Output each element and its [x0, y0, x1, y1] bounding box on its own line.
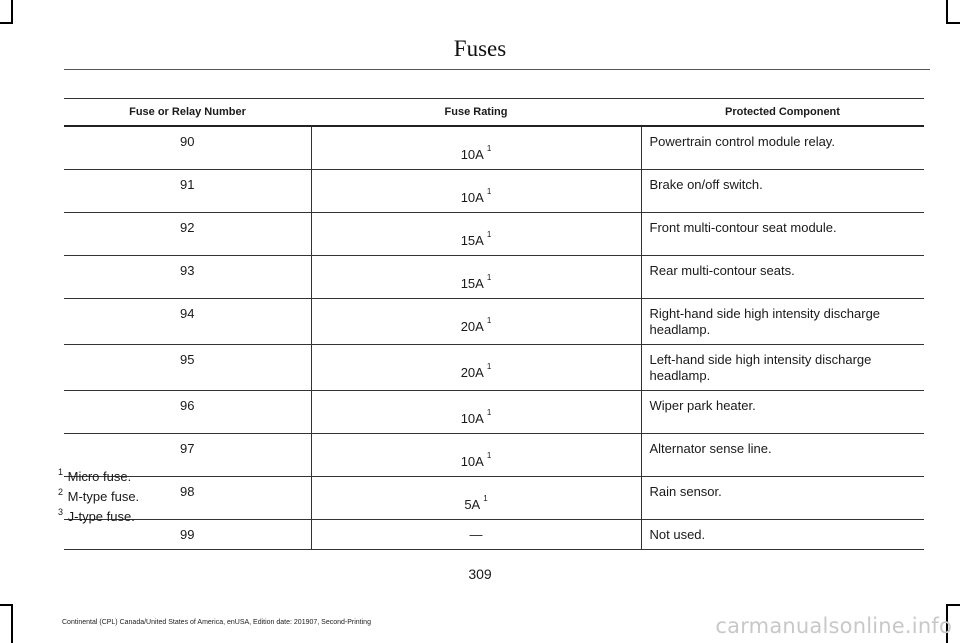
fuse-rating-cell [311, 126, 641, 170]
fuse-number-cell: 90 [64, 126, 311, 170]
crop-mark [946, 604, 960, 606]
table-row [64, 520, 924, 550]
protected-component-cell: Rain sensor. [641, 477, 924, 520]
fuse-rating-cell [311, 256, 641, 299]
fuse-rating-value: 10A [460, 454, 484, 469]
fuse-rating-value: 10A [460, 411, 484, 426]
fuse-number-cell: 95 [64, 345, 311, 391]
page-number: 309 [468, 566, 492, 582]
fuse-rating-value: 10A [460, 190, 484, 205]
table-row [64, 477, 924, 520]
protected-component-cell: Left-hand side high intensity discharge headlamp. [641, 345, 924, 391]
crop-mark [11, 0, 13, 22]
footnote-reference: 1 [486, 230, 492, 239]
crop-mark [946, 22, 960, 24]
column-header-protected-component: Protected Component [641, 99, 924, 127]
fuse-rating-cell [311, 170, 641, 213]
footnote-reference: 1 [486, 408, 492, 417]
watermark-logo: carmanualsonline.info [715, 614, 952, 638]
protected-component-cell: Powertrain control module relay. [641, 126, 924, 170]
footnote [58, 462, 139, 482]
footnote [58, 482, 139, 502]
footnote [58, 502, 139, 522]
footnote-reference: 1 [486, 273, 492, 282]
fuse-rating-value: 15A [460, 276, 484, 291]
table-row [64, 299, 924, 345]
protected-component-cell: Alternator sense line. [641, 434, 924, 477]
fuse-number-cell: 93 [64, 256, 311, 299]
fuse-rating-value: 10A [460, 147, 484, 162]
header-divider [64, 69, 930, 70]
footnotes [58, 462, 139, 522]
footnote-mark: 2 [58, 487, 64, 497]
column-header-fuse-rating: Fuse Rating [311, 99, 641, 127]
fuse-table [64, 98, 924, 550]
table-row [64, 434, 924, 477]
fuse-rating-value: 20A [460, 365, 484, 380]
protected-component-cell: Rear multi-contour seats. [641, 256, 924, 299]
fuse-number-cell: 91 [64, 170, 311, 213]
table-row [64, 213, 924, 256]
footnote-reference: 1 [486, 316, 492, 325]
footnote-reference: 1 [486, 451, 492, 460]
fuse-number-cell: 92 [64, 213, 311, 256]
protected-component-cell: Front multi-contour seat module. [641, 213, 924, 256]
fuse-number-cell: 96 [64, 391, 311, 434]
protected-component-cell: Wiper park heater. [641, 391, 924, 434]
fuse-number-cell: 94 [64, 299, 311, 345]
protected-component-cell: Right-hand side high intensity discharge headlamp. [641, 299, 924, 345]
footnote-text: Micro fuse. [67, 469, 132, 484]
fuse-rating-cell [311, 391, 641, 434]
column-header-fuse-number: Fuse or Relay Number [64, 99, 311, 127]
footnote-text: M-type fuse. [67, 489, 140, 504]
footnote-reference: 1 [486, 144, 492, 153]
table-row [64, 345, 924, 391]
footnote-reference: 1 [486, 187, 492, 196]
table-row [64, 391, 924, 434]
table-row [64, 126, 924, 170]
fuse-number-cell: 99 [64, 520, 311, 550]
table-row [64, 256, 924, 299]
fuse-number-cell: 97 [64, 434, 311, 477]
table-row [64, 170, 924, 213]
edition-footer: Continental (CPL) Canada/United States of America, enUSA, Edition date: 201907, Second-Printing [62, 619, 371, 626]
footnote-mark: 3 [58, 507, 64, 517]
fuse-rating-cell [311, 299, 641, 345]
fuse-rating-value: 20A [460, 319, 484, 334]
footnote-text: J-type fuse. [67, 509, 135, 524]
fuse-rating-value: 5A [464, 497, 481, 512]
table-header-row [64, 99, 924, 127]
crop-mark [11, 604, 13, 643]
fuse-rating-cell [311, 477, 641, 520]
page-title: Fuses [453, 36, 507, 61]
fuse-rating-cell [311, 434, 641, 477]
fuse-rating-value: — [469, 527, 483, 542]
fuse-rating-cell [311, 213, 641, 256]
fuse-rating-cell [311, 345, 641, 391]
fuse-number-cell: 98 [64, 477, 311, 520]
fuse-rating-value: 15A [460, 233, 484, 248]
footnote-mark: 1 [58, 467, 64, 477]
protected-component-cell: Not used. [641, 520, 924, 550]
protected-component-cell: Brake on/off switch. [641, 170, 924, 213]
crop-mark [946, 0, 948, 22]
fuse-rating-cell [311, 520, 641, 550]
footnote-reference: 1 [483, 494, 488, 503]
footnote-reference: 1 [486, 362, 492, 371]
crop-mark [0, 22, 13, 24]
